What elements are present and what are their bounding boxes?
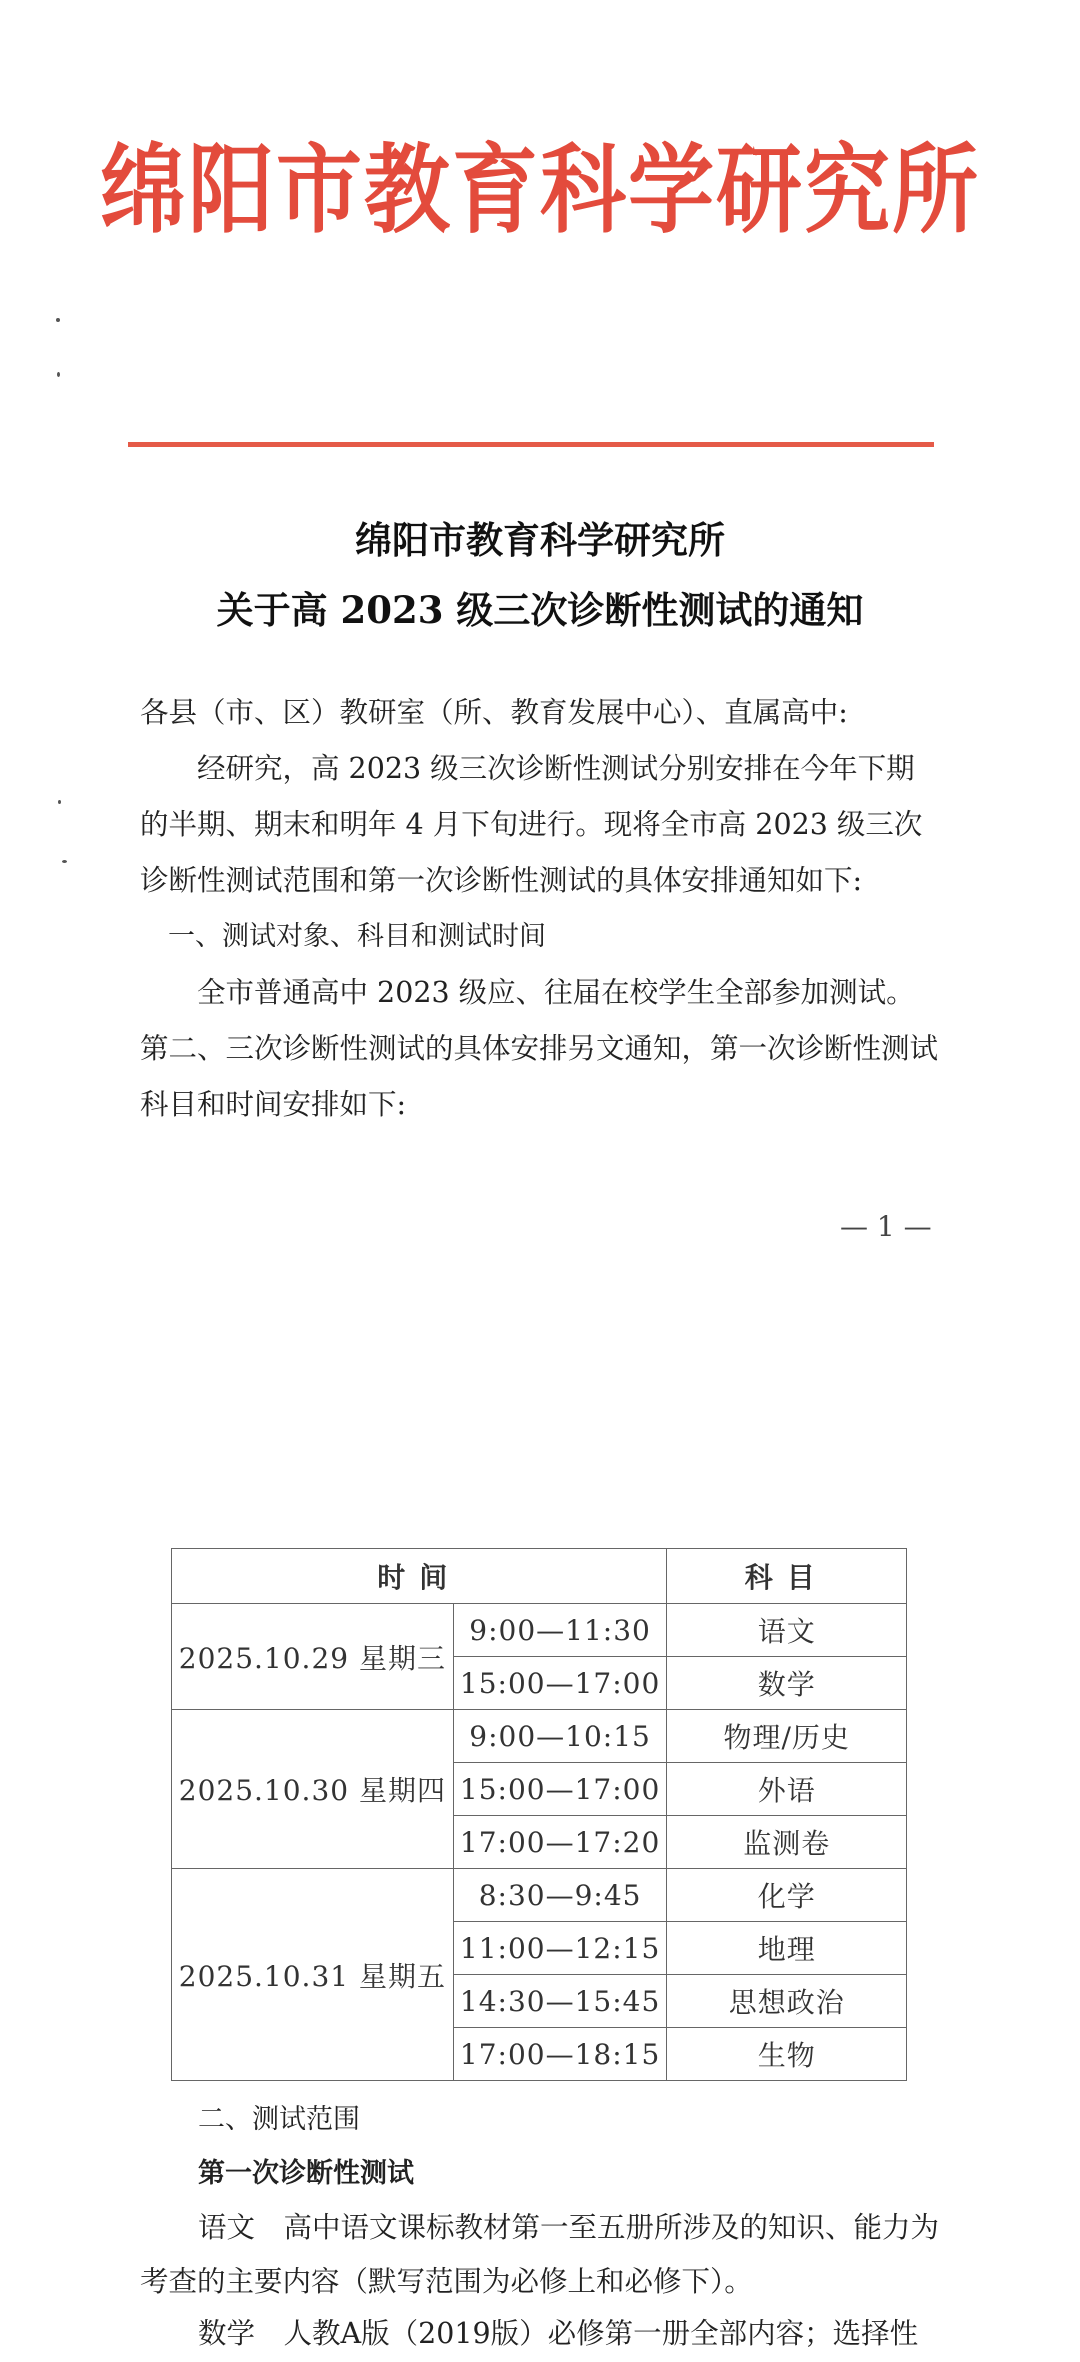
chinese-scope-line2: 考查的主要内容（默写范围为必修上和必修下）。 <box>140 2265 753 2298</box>
section1-body: 全市普通高中 2023 级应、往届在校学生全部参加测试。第二、三次诊断性测试的具体安排另文通知，第一次诊断性测试科目和时间安排如下: <box>140 976 939 1121</box>
header-time: 时间 <box>172 1549 667 1604</box>
first-test-heading: 第一次诊断性测试 <box>198 2158 414 2189</box>
scan-speck <box>62 860 67 863</box>
table-row <box>172 1869 907 1922</box>
exam-time: 9:00—11:30 <box>453 1604 667 1657</box>
intro-paragraph: 经研究，高 2023 级三次诊断性测试分别安排在今年下期的半期、期末和明年 4 月下旬进行。现将全市高 2023 级三次诊断性测试范围和第一次诊断性测试的具体安排通知如下: <box>140 752 923 897</box>
masthead: 绵阳市教育科学研究所 <box>100 134 980 247</box>
document-title-line2: 关于高 2023 级三次诊断性测试的通知 <box>216 588 864 632</box>
exam-subject: 外语 <box>667 1763 907 1816</box>
exam-time: 8:30—9:45 <box>453 1869 667 1922</box>
page-number: — 1 — <box>840 1210 932 1243</box>
exam-time: 17:00—18:15 <box>453 2028 667 2081</box>
exam-subject: 思想政治 <box>667 1975 907 2028</box>
exam-time: 14:30—15:45 <box>453 1975 667 2028</box>
exam-date: 2025.10.31 星期五 <box>172 1869 454 2081</box>
scan-speck <box>56 318 60 322</box>
addressee: 各县（市、区）教研室（所、教育发展中心）、直属高中: <box>140 696 848 729</box>
exam-time: 11:00—12:15 <box>453 1922 667 1975</box>
chinese-scope-line1: 语文 高中语文课标教材第一至五册所涉及的知识、能力为 <box>198 2211 940 2244</box>
header-subject: 科目 <box>667 1549 907 1604</box>
exam-subject: 监测卷 <box>667 1816 907 1869</box>
exam-subject: 数学 <box>667 1657 907 1710</box>
exam-subject: 语文 <box>667 1604 907 1657</box>
exam-schedule-table <box>171 1548 907 2081</box>
exam-subject: 化学 <box>667 1869 907 1922</box>
exam-time: 17:00—17:20 <box>453 1816 667 1869</box>
section1-heading: 一、测试对象、科目和测试时间 <box>168 921 546 952</box>
exam-subject: 地理 <box>667 1922 907 1975</box>
section2-heading: 二、测试范围 <box>198 2104 360 2135</box>
table-header-row <box>172 1549 907 1604</box>
scan-speck <box>57 372 60 377</box>
exam-date: 2025.10.30 星期四 <box>172 1710 454 1869</box>
exam-subject: 物理/历史 <box>667 1710 907 1763</box>
math-scope-line1: 数学 人教A版（2019版）必修第一册全部内容；选择性 <box>198 2317 919 2350</box>
red-rule-divider <box>128 442 934 447</box>
exam-time: 15:00—17:00 <box>453 1763 667 1816</box>
exam-subject: 生物 <box>667 2028 907 2081</box>
exam-date: 2025.10.29 星期三 <box>172 1604 454 1710</box>
exam-time: 15:00—17:00 <box>453 1657 667 1710</box>
document-title-line1: 绵阳市教育科学研究所 <box>355 518 725 562</box>
table-row <box>172 1604 907 1657</box>
table-row <box>172 1710 907 1763</box>
scan-speck <box>58 800 61 804</box>
exam-time: 9:00—10:15 <box>453 1710 667 1763</box>
